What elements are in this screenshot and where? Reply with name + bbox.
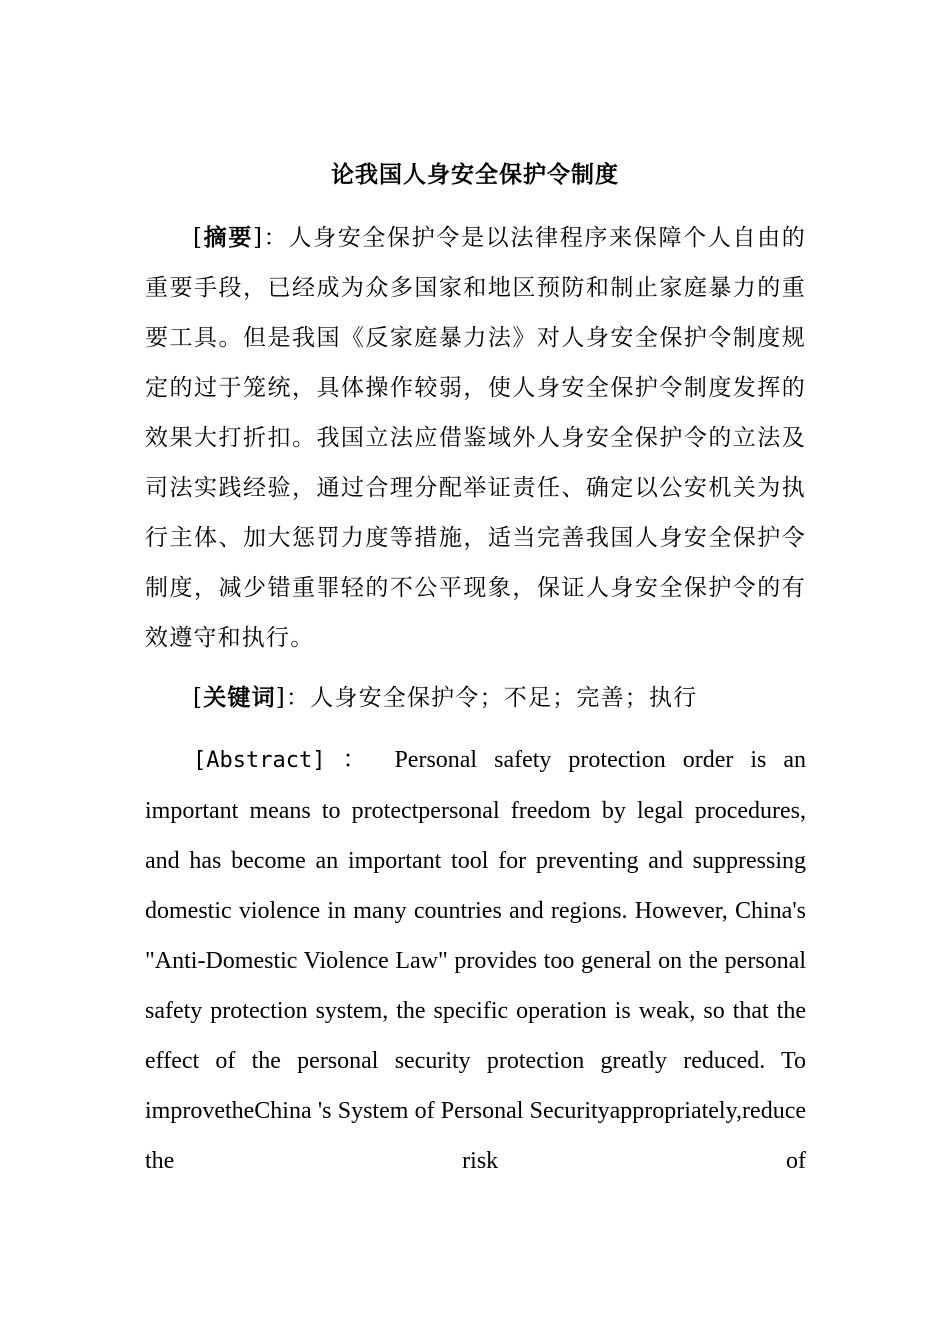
chinese-keywords: [145, 673, 806, 723]
english-abstract-label: [Abstract]: [193, 748, 326, 773]
english-abstract-text: Personal safety protection order is an important means to protectpersonal freedom by legal procedures, and has become an important tool for preventing and suppressing domestic violence in many countries and regions. However, China's "Anti-Domestic Violence Law" provides too general on the personal safety protection system, the specific operation is weak, so that the effect of the personal security protection greatly reduced. To improvetheChina 's System of Personal Securityappropriately,reduce the risk of: [145, 747, 806, 1174]
label-separator: ：: [285, 685, 311, 711]
bracket-open: [: [193, 685, 204, 711]
document-title: 论我国人身安全保护令制度: [331, 162, 619, 188]
bracket-close: ]: [253, 225, 264, 251]
bracket-close: ]: [275, 685, 286, 711]
english-abstract: [145, 735, 806, 1186]
chinese-abstract: [145, 213, 806, 663]
keywords-label: 关键词: [203, 685, 276, 711]
bracket-open: [: [193, 225, 204, 251]
abstract-text: 人身安全保护令是以法律程序来保障个人自由的重要手段，已经成为众多国家和地区预防和制止家庭暴力的重要工具。但是我国《反家庭暴力法》对人身安全保护令制度规定的过于笼统，具体操作较弱，使人身安全保护令制度发挥的效果大打折扣。我国立法应借鉴域外人身安全保护令的立法及司法实践经验，通过合理分配举证责任、确定以公安机关为执行主体、加大惩罚力度等措施，适当完善我国人身安全保护令制度，减少错重罪轻的不公平现象，保证人身安全保护令的有效遵守和执行。: [145, 225, 807, 651]
keywords-text: 人身安全保护令；不足；完善；执行: [310, 685, 698, 711]
label-separator: ：: [263, 225, 289, 251]
label-separator: ：: [325, 747, 378, 773]
abstract-label: 摘要: [203, 225, 254, 251]
